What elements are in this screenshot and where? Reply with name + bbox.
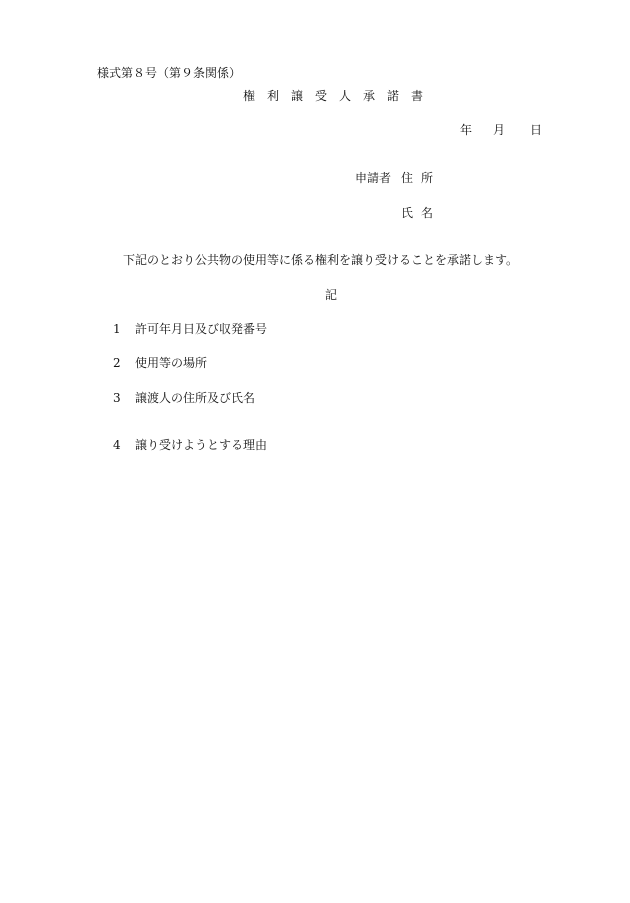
- form-number: 様式第８号（第９条関係）: [97, 66, 242, 80]
- list-item: [113, 438, 267, 452]
- item-label: 使用等の場所: [135, 356, 208, 370]
- list-item: [113, 356, 207, 370]
- date-line: [460, 123, 542, 137]
- item-number: 2: [113, 356, 121, 370]
- statement-text: 下記のとおり公共物の使用等に係る権利を譲り受けることを承諾します。: [123, 253, 519, 267]
- address-label: 住所: [401, 171, 442, 185]
- item-number: 4: [113, 438, 121, 452]
- item-label: 許可年月日及び収発番号: [135, 322, 268, 336]
- list-item: [113, 322, 267, 336]
- item-number: 1: [113, 322, 121, 336]
- item-label: 譲渡人の住所及び氏名: [135, 391, 256, 405]
- date-year-label: 年: [460, 123, 473, 137]
- item-number: 3: [113, 391, 121, 405]
- document-title: 権利譲受人承諾書: [243, 89, 436, 103]
- date-month-label: 月: [493, 123, 506, 137]
- ki-heading: 記: [325, 288, 338, 302]
- applicant-label: 申請者: [355, 171, 392, 185]
- list-item: [113, 391, 255, 405]
- date-day-label: 日: [530, 123, 543, 137]
- item-label: 譲り受けようとする理由: [135, 438, 268, 452]
- name-label: 氏名: [401, 206, 442, 220]
